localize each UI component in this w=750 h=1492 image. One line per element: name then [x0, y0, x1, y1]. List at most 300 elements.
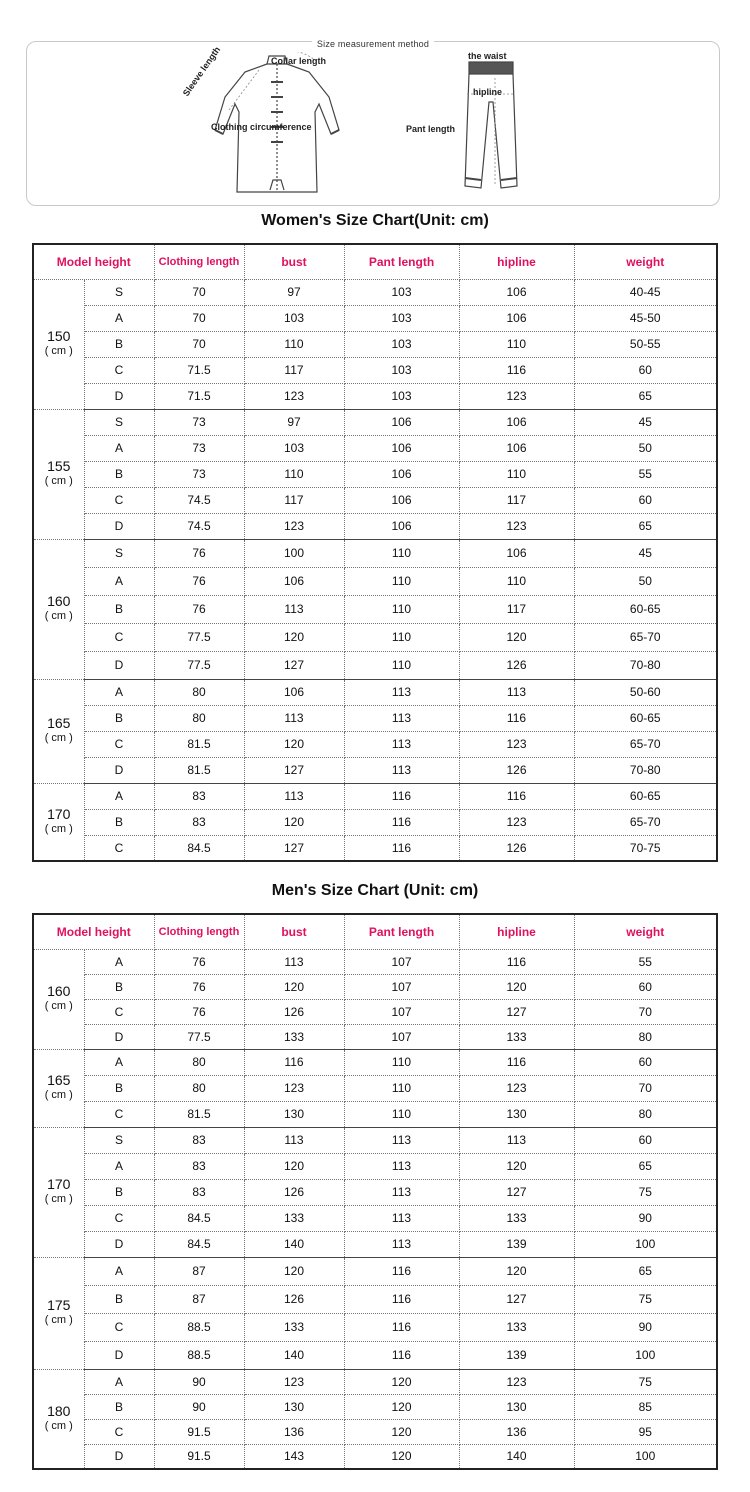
- model-height-value: 160: [47, 983, 71, 999]
- clothing-length-cell: 73: [154, 461, 244, 487]
- bust-cell: 97: [244, 279, 344, 305]
- hipline-cell: 133: [459, 1313, 574, 1341]
- hipline-cell: 133: [459, 1024, 574, 1049]
- bust-cell: 116: [244, 1049, 344, 1075]
- table-row: [33, 1285, 717, 1313]
- bust-cell: 106: [244, 567, 344, 595]
- bust-cell: 126: [244, 999, 344, 1024]
- clothing-length-cell: 76: [154, 999, 244, 1024]
- pant-length-cell: 107: [344, 1024, 459, 1049]
- size-cell: B: [84, 809, 154, 835]
- size-cell: C: [84, 487, 154, 513]
- clothing-length-cell: 80: [154, 1075, 244, 1101]
- clothing-length-cell: 83: [154, 1179, 244, 1205]
- hipline-cell: 130: [459, 1101, 574, 1127]
- men-chart-title: Men's Size Chart (Unit: cm): [271, 882, 479, 899]
- pant-length-cell: 106: [344, 435, 459, 461]
- pant-length-cell: 107: [344, 999, 459, 1024]
- hipline-cell: 123: [459, 809, 574, 835]
- clothing-length-cell: 80: [154, 705, 244, 731]
- table-row: [33, 383, 717, 409]
- size-cell: A: [84, 1369, 154, 1394]
- hipline-cell: 139: [459, 1341, 574, 1369]
- clothing-length-cell: 83: [154, 809, 244, 835]
- hipline-cell: 133: [459, 1205, 574, 1231]
- pant-length-cell: 116: [344, 1313, 459, 1341]
- clothing-length-cell: 88.5: [154, 1313, 244, 1341]
- weight-cell: 60-65: [574, 705, 717, 731]
- size-cell: D: [84, 383, 154, 409]
- size-cell: A: [84, 679, 154, 705]
- size-cell: C: [84, 1419, 154, 1444]
- weight-cell: 75: [574, 1179, 717, 1205]
- pant-length-cell: 113: [344, 757, 459, 783]
- pant-length-cell: 113: [344, 1153, 459, 1179]
- pant-length-cell: 106: [344, 513, 459, 539]
- model-height-unit: ( cm ): [44, 1419, 73, 1432]
- weight-cell: 65: [574, 383, 717, 409]
- clothing-length-cell: 76: [154, 595, 244, 623]
- header-model-height: Model height: [33, 244, 154, 279]
- size-cell: D: [84, 1024, 154, 1049]
- size-cell: B: [84, 1394, 154, 1419]
- size-cell: C: [84, 1205, 154, 1231]
- size-cell: D: [84, 1444, 154, 1469]
- size-cell: C: [84, 999, 154, 1024]
- hipline-cell: 113: [459, 679, 574, 705]
- weight-cell: 100: [574, 1341, 717, 1369]
- size-cell: D: [84, 513, 154, 539]
- model-height-cell: [33, 539, 84, 679]
- bust-cell: 143: [244, 1444, 344, 1469]
- pant-length-cell: 113: [344, 705, 459, 731]
- weight-cell: 45: [574, 539, 717, 567]
- bust-cell: 120: [244, 731, 344, 757]
- bust-cell: 130: [244, 1101, 344, 1127]
- table-row: [33, 1153, 717, 1179]
- bust-cell: 106: [244, 679, 344, 705]
- bust-cell: 120: [244, 974, 344, 999]
- pant-length-cell: 110: [344, 651, 459, 679]
- weight-cell: 40-45: [574, 279, 717, 305]
- header-hipline: hipline: [459, 914, 574, 949]
- clothing-length-cell: 91.5: [154, 1444, 244, 1469]
- model-height-value: 155: [47, 458, 71, 474]
- hipline-cell: 126: [459, 757, 574, 783]
- table-row: [33, 1313, 717, 1341]
- weight-cell: 45-50: [574, 305, 717, 331]
- model-height-unit: ( cm ): [44, 610, 73, 622]
- weight-cell: 60: [574, 487, 717, 513]
- weight-cell: 70-80: [574, 651, 717, 679]
- hipline-cell: 113: [459, 1127, 574, 1153]
- hipline-cell: 127: [459, 1285, 574, 1313]
- pant-length-cell: 106: [344, 487, 459, 513]
- table-row: [33, 357, 717, 383]
- bust-cell: 110: [244, 461, 344, 487]
- hipline-cell: 116: [459, 1049, 574, 1075]
- weight-cell: 70-75: [574, 835, 717, 861]
- size-cell: A: [84, 949, 154, 974]
- clothing-length-cell: 71.5: [154, 383, 244, 409]
- clothing-length-cell: 81.5: [154, 1101, 244, 1127]
- weight-cell: 90: [574, 1205, 717, 1231]
- table-row: [33, 331, 717, 357]
- sleeve-length-label: Sleeve length: [180, 44, 223, 98]
- pant-length-cell: 110: [344, 1049, 459, 1075]
- bust-cell: 120: [244, 1153, 344, 1179]
- table-row: [33, 651, 717, 679]
- pant-length-cell: 120: [344, 1369, 459, 1394]
- bust-cell: 123: [244, 383, 344, 409]
- measurement-method-panel: [26, 41, 720, 206]
- weight-cell: 50-55: [574, 331, 717, 357]
- weight-cell: 50: [574, 435, 717, 461]
- size-cell: C: [84, 1313, 154, 1341]
- bust-cell: 120: [244, 809, 344, 835]
- weight-cell: 50: [574, 567, 717, 595]
- model-height-unit: ( cm ): [44, 1314, 73, 1326]
- size-cell: C: [84, 1101, 154, 1127]
- hipline-cell: 110: [459, 567, 574, 595]
- size-cell: B: [84, 1285, 154, 1313]
- hipline-cell: 106: [459, 305, 574, 331]
- model-height-cell: [33, 1127, 84, 1257]
- weight-cell: 65-70: [574, 623, 717, 651]
- weight-cell: 65: [574, 1153, 717, 1179]
- size-cell: A: [84, 435, 154, 461]
- table-row: [33, 1419, 717, 1444]
- hipline-cell: 123: [459, 383, 574, 409]
- table-row: [33, 461, 717, 487]
- size-cell: B: [84, 1075, 154, 1101]
- clothing-length-cell: 90: [154, 1369, 244, 1394]
- table-row: [33, 999, 717, 1024]
- hipline-cell: 117: [459, 595, 574, 623]
- size-cell: B: [84, 705, 154, 731]
- table-row: [33, 1257, 717, 1285]
- weight-cell: 80: [574, 1101, 717, 1127]
- weight-cell: 70: [574, 1075, 717, 1101]
- table-row: [33, 1444, 717, 1469]
- table-row: [33, 567, 717, 595]
- pant-length-cell: 103: [344, 331, 459, 357]
- hipline-cell: 120: [459, 1153, 574, 1179]
- collar-length-label: Collar length: [271, 56, 327, 66]
- pant-length-cell: 116: [344, 835, 459, 861]
- model-height-unit: ( cm ): [44, 1193, 73, 1205]
- men-size-table: [32, 913, 718, 1470]
- pant-length-cell: 113: [344, 1127, 459, 1153]
- women-size-table: [32, 243, 718, 862]
- model-height-cell: [33, 679, 84, 783]
- header-hipline: hipline: [459, 244, 574, 279]
- model-height-value: 180: [47, 1402, 71, 1419]
- pant-length-cell: 106: [344, 409, 459, 435]
- model-height-unit: ( cm ): [44, 345, 73, 357]
- size-cell: A: [84, 1049, 154, 1075]
- hipline-cell: 110: [459, 331, 574, 357]
- bust-cell: 127: [244, 757, 344, 783]
- table-row: [33, 1049, 717, 1075]
- table-row: [33, 679, 717, 705]
- pant-length-cell: 103: [344, 357, 459, 383]
- table-row: [33, 539, 717, 567]
- bust-cell: 113: [244, 783, 344, 809]
- table-row: [33, 595, 717, 623]
- hipline-cell: 127: [459, 999, 574, 1024]
- size-cell: C: [84, 623, 154, 651]
- pant-length-cell: 116: [344, 1257, 459, 1285]
- pant-length-cell: 113: [344, 731, 459, 757]
- table-row: [33, 705, 717, 731]
- clothing-length-cell: 83: [154, 1153, 244, 1179]
- size-cell: C: [84, 731, 154, 757]
- pant-length-cell: 107: [344, 974, 459, 999]
- hipline-cell: 106: [459, 279, 574, 305]
- table-row: [33, 1394, 717, 1419]
- clothing-length-cell: 70: [154, 305, 244, 331]
- clothing-length-cell: 74.5: [154, 487, 244, 513]
- table-row: [33, 487, 717, 513]
- weight-cell: 60: [574, 1127, 717, 1153]
- clothing-length-cell: 70: [154, 331, 244, 357]
- model-height-value: 150: [47, 328, 71, 344]
- size-cell: A: [84, 305, 154, 331]
- bust-cell: 100: [244, 539, 344, 567]
- bust-cell: 113: [244, 949, 344, 974]
- pant-length-label: Pant length: [406, 124, 455, 134]
- bust-cell: 120: [244, 623, 344, 651]
- bust-cell: 113: [244, 1127, 344, 1153]
- bust-cell: 127: [244, 651, 344, 679]
- header-bust: bust: [244, 244, 344, 279]
- clothing-length-cell: 88.5: [154, 1341, 244, 1369]
- table-row: [33, 513, 717, 539]
- hipline-cell: 116: [459, 949, 574, 974]
- bust-cell: 126: [244, 1179, 344, 1205]
- model-height-cell: [33, 1257, 84, 1369]
- pant-length-cell: 110: [344, 1101, 459, 1127]
- clothing-length-cell: 90: [154, 1394, 244, 1419]
- clothing-length-cell: 76: [154, 974, 244, 999]
- hipline-cell: 106: [459, 539, 574, 567]
- table-row: [33, 1205, 717, 1231]
- model-height-value: 165: [47, 715, 71, 731]
- header-bust: bust: [244, 914, 344, 949]
- clothing-length-cell: 83: [154, 1127, 244, 1153]
- pants-illustration: [461, 58, 521, 198]
- weight-cell: 65: [574, 513, 717, 539]
- table-row: [33, 1179, 717, 1205]
- pant-length-cell: 113: [344, 1231, 459, 1257]
- pant-length-cell: 110: [344, 567, 459, 595]
- size-cell: D: [84, 757, 154, 783]
- clothing-length-cell: 77.5: [154, 623, 244, 651]
- size-cell: B: [84, 595, 154, 623]
- hipline-cell: 136: [459, 1419, 574, 1444]
- weight-cell: 100: [574, 1444, 717, 1469]
- size-cell: B: [84, 974, 154, 999]
- pant-length-cell: 110: [344, 623, 459, 651]
- size-cell: A: [84, 567, 154, 595]
- weight-cell: 45: [574, 409, 717, 435]
- hipline-cell: 117: [459, 487, 574, 513]
- size-cell: C: [84, 835, 154, 861]
- table-row: [33, 757, 717, 783]
- header-clothing-length: Clothing length: [154, 244, 244, 279]
- size-cell: S: [84, 409, 154, 435]
- hipline-cell: 127: [459, 1179, 574, 1205]
- weight-cell: 85: [574, 1394, 717, 1419]
- table-row: [33, 1369, 717, 1394]
- weight-cell: 70: [574, 999, 717, 1024]
- pant-length-cell: 110: [344, 539, 459, 567]
- model-height-cell: [33, 279, 84, 409]
- weight-cell: 80: [574, 1024, 717, 1049]
- hipline-cell: 123: [459, 513, 574, 539]
- header-model-height: Model height: [33, 914, 154, 949]
- clothing-length-cell: 83: [154, 783, 244, 809]
- clothing-length-cell: 77.5: [154, 1024, 244, 1049]
- model-height-value: 170: [47, 805, 71, 822]
- bust-cell: 103: [244, 305, 344, 331]
- hipline-cell: 116: [459, 357, 574, 383]
- weight-cell: 60: [574, 357, 717, 383]
- clothing-length-cell: 73: [154, 409, 244, 435]
- clothing-length-cell: 87: [154, 1285, 244, 1313]
- table-row: [33, 809, 717, 835]
- table-row: [33, 1101, 717, 1127]
- clothing-length-cell: 87: [154, 1257, 244, 1285]
- pant-length-cell: 116: [344, 1285, 459, 1313]
- bust-cell: 113: [244, 705, 344, 731]
- header-weight: weight: [574, 914, 717, 949]
- bust-cell: 123: [244, 1369, 344, 1394]
- size-cell: D: [84, 1231, 154, 1257]
- model-height-unit: ( cm ): [44, 1000, 73, 1012]
- hipline-cell: 110: [459, 461, 574, 487]
- table-row: [33, 974, 717, 999]
- clothing-length-cell: 81.5: [154, 757, 244, 783]
- clothing-length-cell: 84.5: [154, 835, 244, 861]
- table-row: [33, 835, 717, 861]
- bust-cell: 110: [244, 331, 344, 357]
- model-height-unit: ( cm ): [44, 732, 73, 744]
- weight-cell: 65-70: [574, 809, 717, 835]
- bust-cell: 97: [244, 409, 344, 435]
- hipline-cell: 120: [459, 1257, 574, 1285]
- bust-cell: 117: [244, 487, 344, 513]
- size-cell: C: [84, 357, 154, 383]
- clothing-length-cell: 77.5: [154, 651, 244, 679]
- size-cell: S: [84, 279, 154, 305]
- table-row: [33, 279, 717, 305]
- bust-cell: 140: [244, 1341, 344, 1369]
- size-cell: B: [84, 331, 154, 357]
- hipline-cell: 123: [459, 1075, 574, 1101]
- pant-length-cell: 103: [344, 305, 459, 331]
- clothing-length-cell: 81.5: [154, 731, 244, 757]
- weight-cell: 55: [574, 461, 717, 487]
- model-height-value: 170: [47, 1176, 71, 1192]
- bust-cell: 136: [244, 1419, 344, 1444]
- pant-length-cell: 113: [344, 679, 459, 705]
- table-row: [33, 1127, 717, 1153]
- pant-length-cell: 106: [344, 461, 459, 487]
- clothing-length-cell: 84.5: [154, 1231, 244, 1257]
- clothing-length-cell: 74.5: [154, 513, 244, 539]
- model-height-cell: [33, 409, 84, 539]
- bust-cell: 113: [244, 595, 344, 623]
- size-cell: A: [84, 1153, 154, 1179]
- pant-length-cell: 103: [344, 383, 459, 409]
- weight-cell: 50-60: [574, 679, 717, 705]
- weight-cell: 95: [574, 1419, 717, 1444]
- hipline-cell: 130: [459, 1394, 574, 1419]
- pant-length-cell: 110: [344, 595, 459, 623]
- model-height-value: 160: [47, 593, 71, 609]
- model-height-cell: [33, 783, 84, 861]
- size-cell: S: [84, 1127, 154, 1153]
- clothing-length-cell: 71.5: [154, 357, 244, 383]
- table-row: [33, 783, 717, 809]
- model-height-cell: [33, 1369, 84, 1469]
- bust-cell: 133: [244, 1205, 344, 1231]
- size-cell: B: [84, 1179, 154, 1205]
- clothing-circumference-label: Clothing circumference: [211, 122, 312, 132]
- clothing-length-cell: 80: [154, 679, 244, 705]
- weight-cell: 75: [574, 1369, 717, 1394]
- clothing-length-cell: 76: [154, 567, 244, 595]
- bust-cell: 140: [244, 1231, 344, 1257]
- header-weight: weight: [574, 244, 717, 279]
- model-height-unit: ( cm ): [44, 822, 73, 835]
- hipline-cell: 116: [459, 705, 574, 731]
- model-height-cell: [33, 949, 84, 1049]
- hipline-cell: 139: [459, 1231, 574, 1257]
- bust-cell: 133: [244, 1024, 344, 1049]
- table-row: [33, 409, 717, 435]
- weight-cell: 70-80: [574, 757, 717, 783]
- model-height-cell: [33, 1049, 84, 1127]
- clothing-length-cell: 91.5: [154, 1419, 244, 1444]
- hipline-cell: 116: [459, 783, 574, 809]
- size-cell: D: [84, 651, 154, 679]
- pant-length-cell: 120: [344, 1444, 459, 1469]
- weight-cell: 65: [574, 1257, 717, 1285]
- bust-cell: 120: [244, 1257, 344, 1285]
- header-pant-length: Pant length: [344, 914, 459, 949]
- clothing-length-cell: 80: [154, 1049, 244, 1075]
- clothing-length-cell: 76: [154, 539, 244, 567]
- header-pant-length: Pant length: [344, 244, 459, 279]
- pant-length-cell: 120: [344, 1419, 459, 1444]
- size-cell: A: [84, 783, 154, 809]
- weight-cell: 60: [574, 1049, 717, 1075]
- hipline-cell: 126: [459, 651, 574, 679]
- model-height-unit: ( cm ): [44, 1089, 73, 1101]
- hipline-cell: 120: [459, 623, 574, 651]
- pant-length-cell: 116: [344, 783, 459, 809]
- pant-length-cell: 103: [344, 279, 459, 305]
- weight-cell: 60-65: [574, 783, 717, 809]
- hipline-cell: 123: [459, 731, 574, 757]
- table-row: [33, 1231, 717, 1257]
- bust-cell: 103: [244, 435, 344, 461]
- table-row: [33, 623, 717, 651]
- size-cell: A: [84, 1257, 154, 1285]
